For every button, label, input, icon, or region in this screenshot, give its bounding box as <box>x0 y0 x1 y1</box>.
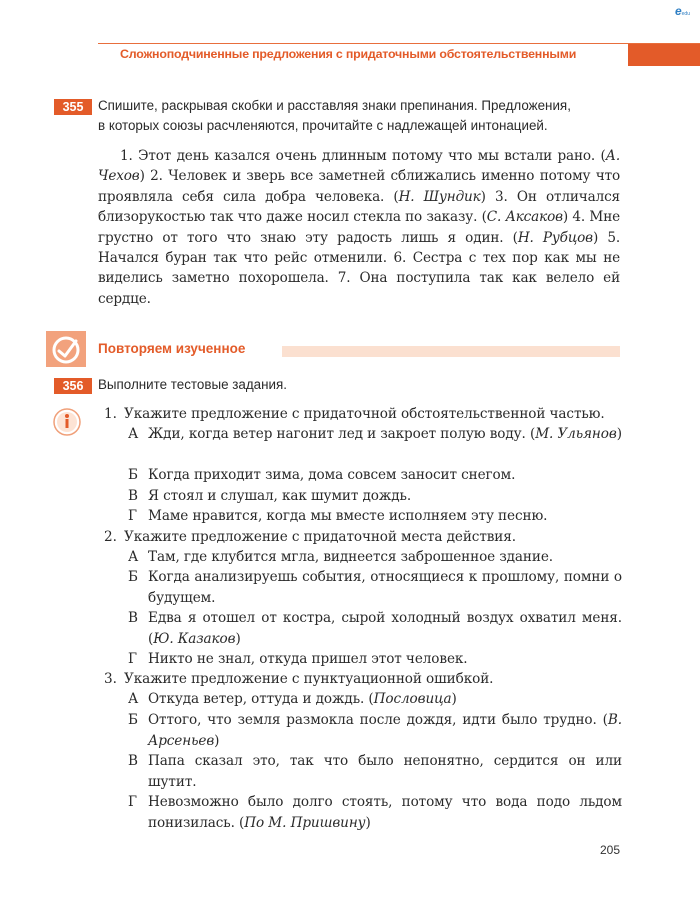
option-source: По М. Пришвину <box>244 814 366 831</box>
option-text <box>148 792 622 833</box>
header-rule <box>98 43 700 44</box>
option-text: Когда анализируешь события, относящиеся к прошлому, помни о будущем. <box>148 569 622 606</box>
question-number: 1. <box>104 406 117 422</box>
option-body: Откуда ветер, оттуда и дождь. ( <box>148 691 374 707</box>
option-text <box>148 689 622 710</box>
option-body: Оттого, что земля размокла после дождя, идти было трудно. ( <box>148 712 608 728</box>
option-text: Маме нравится, когда мы вместе исполняем эту песню. <box>148 508 548 524</box>
question-number: 2. <box>104 529 117 545</box>
option-text <box>148 710 622 751</box>
option-letter: А <box>128 549 139 565</box>
option-text <box>148 608 622 649</box>
question-text: Укажите предложение с пунктуационной ошибкой. <box>124 671 494 687</box>
option-tail: ) <box>616 426 622 442</box>
option-letter: Г <box>128 508 138 524</box>
text-segment: ) 3. Он отличался близорукостью так что даже носил стекла по заказу. ( <box>98 188 620 226</box>
option-letter: Г <box>128 794 138 810</box>
logo-letter: e <box>674 4 682 18</box>
task-line-1: Спишите, раскрывая скобки и расставляя знаки препинания. Предложения, <box>98 98 571 113</box>
option-letter: Б <box>128 569 138 585</box>
option-source: Пословица <box>373 691 452 707</box>
option-tail: ) <box>365 814 371 831</box>
option-letter: В <box>128 610 138 626</box>
question-text: Укажите предложение с придаточной места действия. <box>124 529 516 545</box>
option-body: Невозможно было долго стоять, потому что вода подо льдом понизилась. ( <box>148 794 622 831</box>
option-tail: ) <box>214 732 220 749</box>
option-text: Там, где клубится мгла, виднеется заброшенное здание. <box>148 549 554 565</box>
option-source: М. Ульянов <box>535 426 617 442</box>
author-name: А. Чехов <box>98 148 620 185</box>
section-strip <box>282 346 620 357</box>
exercise-355-text <box>98 146 620 309</box>
option-letter: А <box>128 426 139 442</box>
option-letter: Г <box>128 651 138 667</box>
exercise-number-badge: 356 <box>54 378 92 394</box>
exercise-number-badge: 355 <box>54 99 92 115</box>
option-text: Когда приходит зима, дома совсем заносит снегом. <box>148 467 516 483</box>
option-letter: В <box>128 753 138 769</box>
text-segment: ) 5. Начался буран так что рейс отменили. 6. Сестра с тех пор как мы не виделись заметно похорошела. 7. Она поступила так как велело ей сердце. <box>98 229 621 307</box>
question-number: 3. <box>104 671 117 687</box>
option-source: Ю. Казаков <box>153 630 236 647</box>
option-letter: Б <box>128 712 138 728</box>
text-segment: 1. Этот день казался очень длинным потому что мы встали рано. ( <box>120 148 606 164</box>
header-bar <box>628 44 700 66</box>
option-text <box>148 424 622 445</box>
option-text: Никто не знал, откуда пришел этот человек. <box>148 651 468 667</box>
option-letter: Б <box>128 467 138 483</box>
exercise-355-task <box>98 96 622 136</box>
option-body: Едва я отошел от костра, сырой холодный воздух охватил меня. ( <box>148 610 622 647</box>
option-body: Жди, когда ветер нагонит лед и закроет полую воду. ( <box>148 426 536 442</box>
review-icon <box>46 331 86 367</box>
task-line-2: в которых союзы расчленяются, прочитайте с надлежащей интонацией. <box>98 118 548 133</box>
info-icon <box>52 405 82 439</box>
option-letter: В <box>128 488 138 504</box>
option-letter: А <box>128 691 139 707</box>
option-text: Папа сказал это, так что было непонятно, сердится он или шутит. <box>148 753 622 790</box>
option-tail: ) <box>235 630 241 647</box>
page-number: 205 <box>600 843 621 857</box>
option-text: Я стоял и слушал, как шумит дождь. <box>148 488 412 504</box>
logo-small-text: edu <box>681 11 690 17</box>
author-name: С. Аксаков <box>486 209 563 226</box>
running-header-title: Сложноподчиненные предложения с придаточными обстоятельственными <box>120 47 577 61</box>
text-segment: ) 2. Человек и зверь все заметней сближались именно потому что проявляла себя сила добра человека. ( <box>98 168 620 205</box>
author-name: Н. Рубцов <box>517 229 593 246</box>
exercise-356-task: Выполните тестовые задания. <box>98 377 287 392</box>
author-name: Н. Шундик <box>398 188 481 205</box>
option-tail: ) <box>451 691 457 707</box>
section-title: Повторяем изученное <box>98 341 246 356</box>
publisher-logo <box>675 2 690 20</box>
text-segment: ) 4. Мне грустно от того что знаю эту радость лишь я один. ( <box>98 209 621 246</box>
question-text: Укажите предложение с придаточной обстоятельственной частью. <box>124 406 605 422</box>
option-source: В. Арсеньев <box>148 712 622 749</box>
